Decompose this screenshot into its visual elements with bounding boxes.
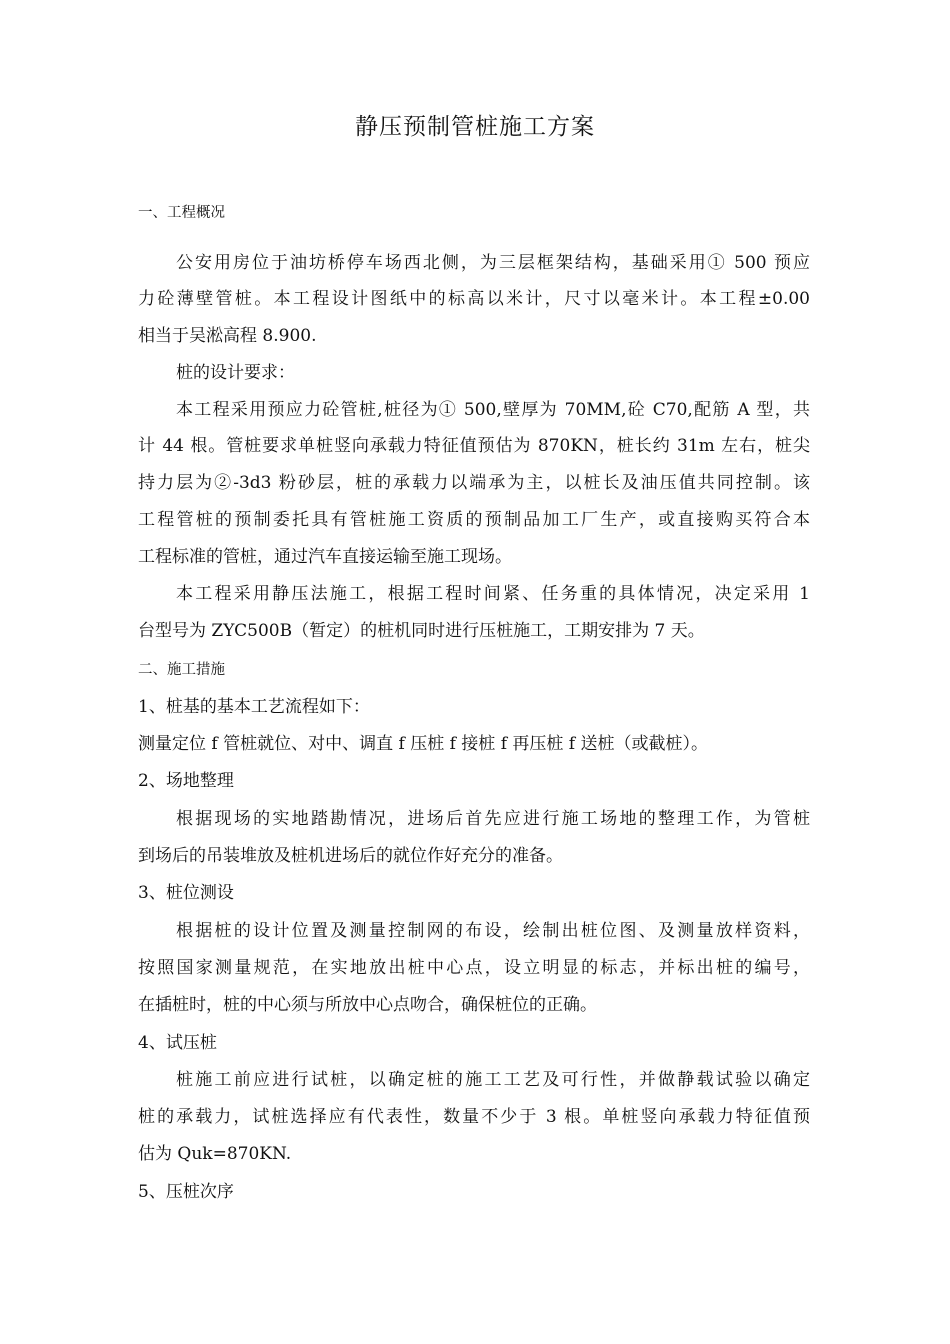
paragraph-line: 本工程采用预应力砼管桩,桩径为① 500,壁厚为 70MM,砼 C70,配筋 A 型，共 [176, 400, 810, 420]
paragraph-line: 计 44 根。管桩要求单桩竖向承载力特征值预估为 870KN，桩长约 31m 左右，桩尖 [138, 436, 810, 456]
section-heading-measures: 二、施工措施 [138, 662, 225, 678]
document-title: 静压预制管桩施工方案 [355, 114, 595, 140]
section-heading-overview: 一、工程概况 [138, 205, 225, 221]
subsection-heading: 1、桩基的基本工艺流程如下： [138, 697, 370, 717]
subsection-heading: 4、试压桩 [138, 1033, 217, 1053]
subsection-heading: 2、场地整理 [138, 771, 234, 791]
subsection-heading: 3、桩位测设 [138, 883, 234, 903]
paragraph-line: 到场后的吊装堆放及桩机进场后的就位作好充分的准备。 [138, 846, 563, 866]
paragraph-line: 本工程采用静压法施工，根据工程时间紧、任务重的具体情况，决定采用 1 [176, 584, 810, 604]
paragraph-line: 台型号为 ZYC500B（暂定）的桩机同时进行压桩施工，工期安排为 7 天。 [138, 621, 705, 641]
paragraph-line: 桩的承载力，试桩选择应有代表性，数量不少于 3 根。单桩竖向承载力特征值预 [138, 1107, 810, 1127]
paragraph-line: 根据现场的实地踏勘情况，进场后首先应进行施工场地的整理工作，为管桩 [176, 809, 810, 829]
paragraph-line: 相当于吴淞高程 8.900. [138, 326, 317, 346]
paragraph-line: 桩施工前应进行试桩，以确定桩的施工工艺及可行性，并做静载试验以确定 [176, 1070, 810, 1090]
paragraph-line: 测量定位 f 管桩就位、对中、调直 f 压桩 f 接桩 f 再压桩 f 送桩（或截桩）。 [138, 734, 708, 754]
paragraph-line: 公安用房位于油坊桥停车场西北侧，为三层框架结构，基础采用① 500 预应 [176, 253, 810, 273]
paragraph-line: 桩的设计要求： [176, 363, 295, 383]
paragraph-line: 在插桩时，桩的中心须与所放中心点吻合，确保桩位的正确。 [138, 995, 597, 1015]
paragraph-line: 根据桩的设计位置及测量控制网的布设，绘制出桩位图、及测量放样资料， [176, 921, 810, 941]
paragraph-line: 工程标准的管桩，通过汽车直接运输至施工现场。 [138, 547, 512, 567]
paragraph-line: 估为 Quk=870KN. [138, 1144, 292, 1164]
subsection-heading: 5、压桩次序 [138, 1182, 234, 1202]
paragraph-line: 力砼薄壁管桩。本工程设计图纸中的标高以米计，尺寸以毫米计。本工程±0.00 [138, 289, 810, 309]
paragraph-line: 持力层为②-3d3 粉砂层，桩的承载力以端承为主，以桩长及油压值共同控制。该 [138, 473, 810, 493]
paragraph-line: 工程管桩的预制委托具有管桩施工资质的预制品加工厂生产，或直接购买符合本 [138, 510, 810, 530]
paragraph-line: 按照国家测量规范，在实地放出桩中心点，设立明显的标志，并标出桩的编号， [138, 958, 810, 978]
